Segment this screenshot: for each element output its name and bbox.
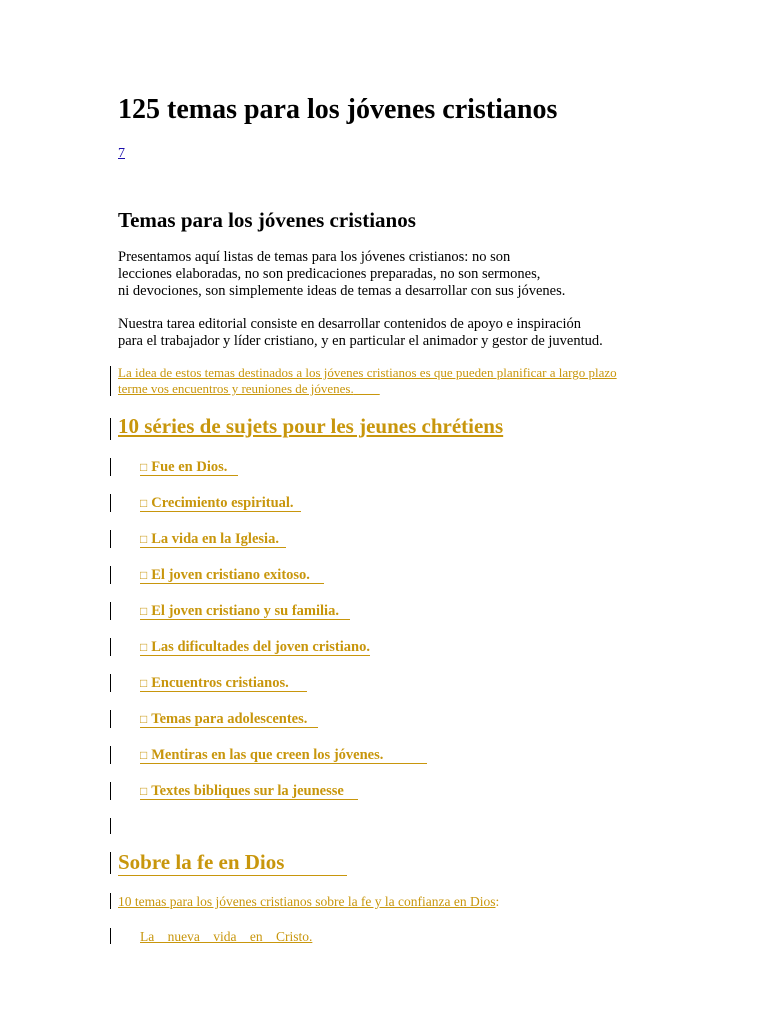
fe-intro-suffix: : (495, 894, 500, 909)
margin-bar (110, 366, 111, 396)
margin-bar (110, 746, 111, 764)
margin-bar (110, 674, 111, 692)
box-bullet-icon: □ (140, 712, 148, 726)
margin-bar (110, 530, 111, 548)
box-bullet-icon: □ (140, 532, 148, 546)
series-item-link[interactable]: □ El joven cristiano y su familia. (140, 603, 350, 620)
box-bullet-icon: □ (140, 460, 148, 474)
series-item-link[interactable]: □ Textes bibliques sur la jeunesse (140, 783, 358, 800)
paragraph-line: ni devociones, son simplemente ideas de temas a desarrollar con sus jóvenes. (118, 283, 566, 299)
number-link[interactable]: 7 (118, 146, 125, 161)
intro-paragraph-1 (118, 249, 565, 300)
series-item-link[interactable]: □ Las dificultades del joven cristiano. (140, 639, 370, 655)
page-title: 125 temas para los jóvenes cristianos (118, 94, 558, 125)
paragraph-line: lecciones elaboradas, no son predicaciones preparadas, no son sermones, (118, 266, 541, 282)
margin-bar (110, 852, 111, 874)
intro-paragraph-2 (118, 316, 603, 350)
box-bullet-icon: □ (140, 676, 148, 690)
margin-bar (110, 782, 111, 800)
margin-bar (110, 928, 111, 944)
series-item-link[interactable]: □ Temas para adolescentes. (140, 711, 318, 728)
margin-bar (110, 638, 111, 656)
box-bullet-icon: □ (140, 748, 148, 762)
fe-intro-link[interactable]: 10 temas para los jóvenes cristianos sobre la fe y la confianza en Dios (118, 894, 496, 909)
intro-link[interactable] (118, 365, 617, 397)
box-bullet-icon: □ (140, 496, 148, 510)
series-item-link[interactable]: □ La vida en la Iglesia. (140, 531, 286, 548)
paragraph-line: Nuestra tarea editorial consiste en desarrollar contenidos de apoyo e inspiración (118, 316, 582, 332)
margin-bar (110, 566, 111, 584)
fe-item-link[interactable]: La nueva vida en Cristo. (140, 929, 313, 944)
fe-intro (118, 894, 499, 910)
sobre-heading-link[interactable]: Sobre la fe en Dios (118, 850, 347, 876)
series-item-link[interactable]: □ Encuentros cristianos. (140, 675, 307, 692)
intro-link-line[interactable]: La idea de estos temas destinados a los jóvenes cristianos es que pueden planificar a largo plazo (118, 365, 617, 380)
box-bullet-icon: □ (140, 604, 148, 618)
box-bullet-icon: □ (140, 640, 148, 654)
series-item-link[interactable]: □ El joven cristiano exitoso. (140, 567, 324, 584)
series-item-link[interactable]: □ Mentiras en las que creen los jóvenes. (140, 747, 427, 764)
box-bullet-icon: □ (140, 784, 148, 798)
box-bullet-icon: □ (140, 568, 148, 582)
margin-bar (110, 602, 111, 620)
margin-bar (110, 458, 111, 476)
paragraph-line: Presentamos aquí listas de temas para los jóvenes cristianos: no son (118, 249, 511, 265)
series-item-link[interactable]: □ Fue en Dios. (140, 459, 238, 476)
series-heading-link[interactable]: 10 séries de sujets pour les jeunes chrétiens (118, 414, 504, 438)
intro-link-line[interactable]: terme vos encuentros y reuniones de jóvenes. (118, 381, 354, 396)
margin-bar (110, 710, 111, 728)
margin-bar (110, 494, 111, 512)
margin-bar (110, 818, 111, 834)
margin-bar (110, 893, 111, 909)
margin-bar (110, 418, 111, 440)
section-subtitle: Temas para los jóvenes cristianos (118, 208, 416, 232)
series-item-link[interactable]: □ Crecimiento espiritual. (140, 495, 301, 512)
paragraph-line: para el trabajador y líder cristiano, y en particular el animador y gestor de juventud. (118, 333, 603, 349)
